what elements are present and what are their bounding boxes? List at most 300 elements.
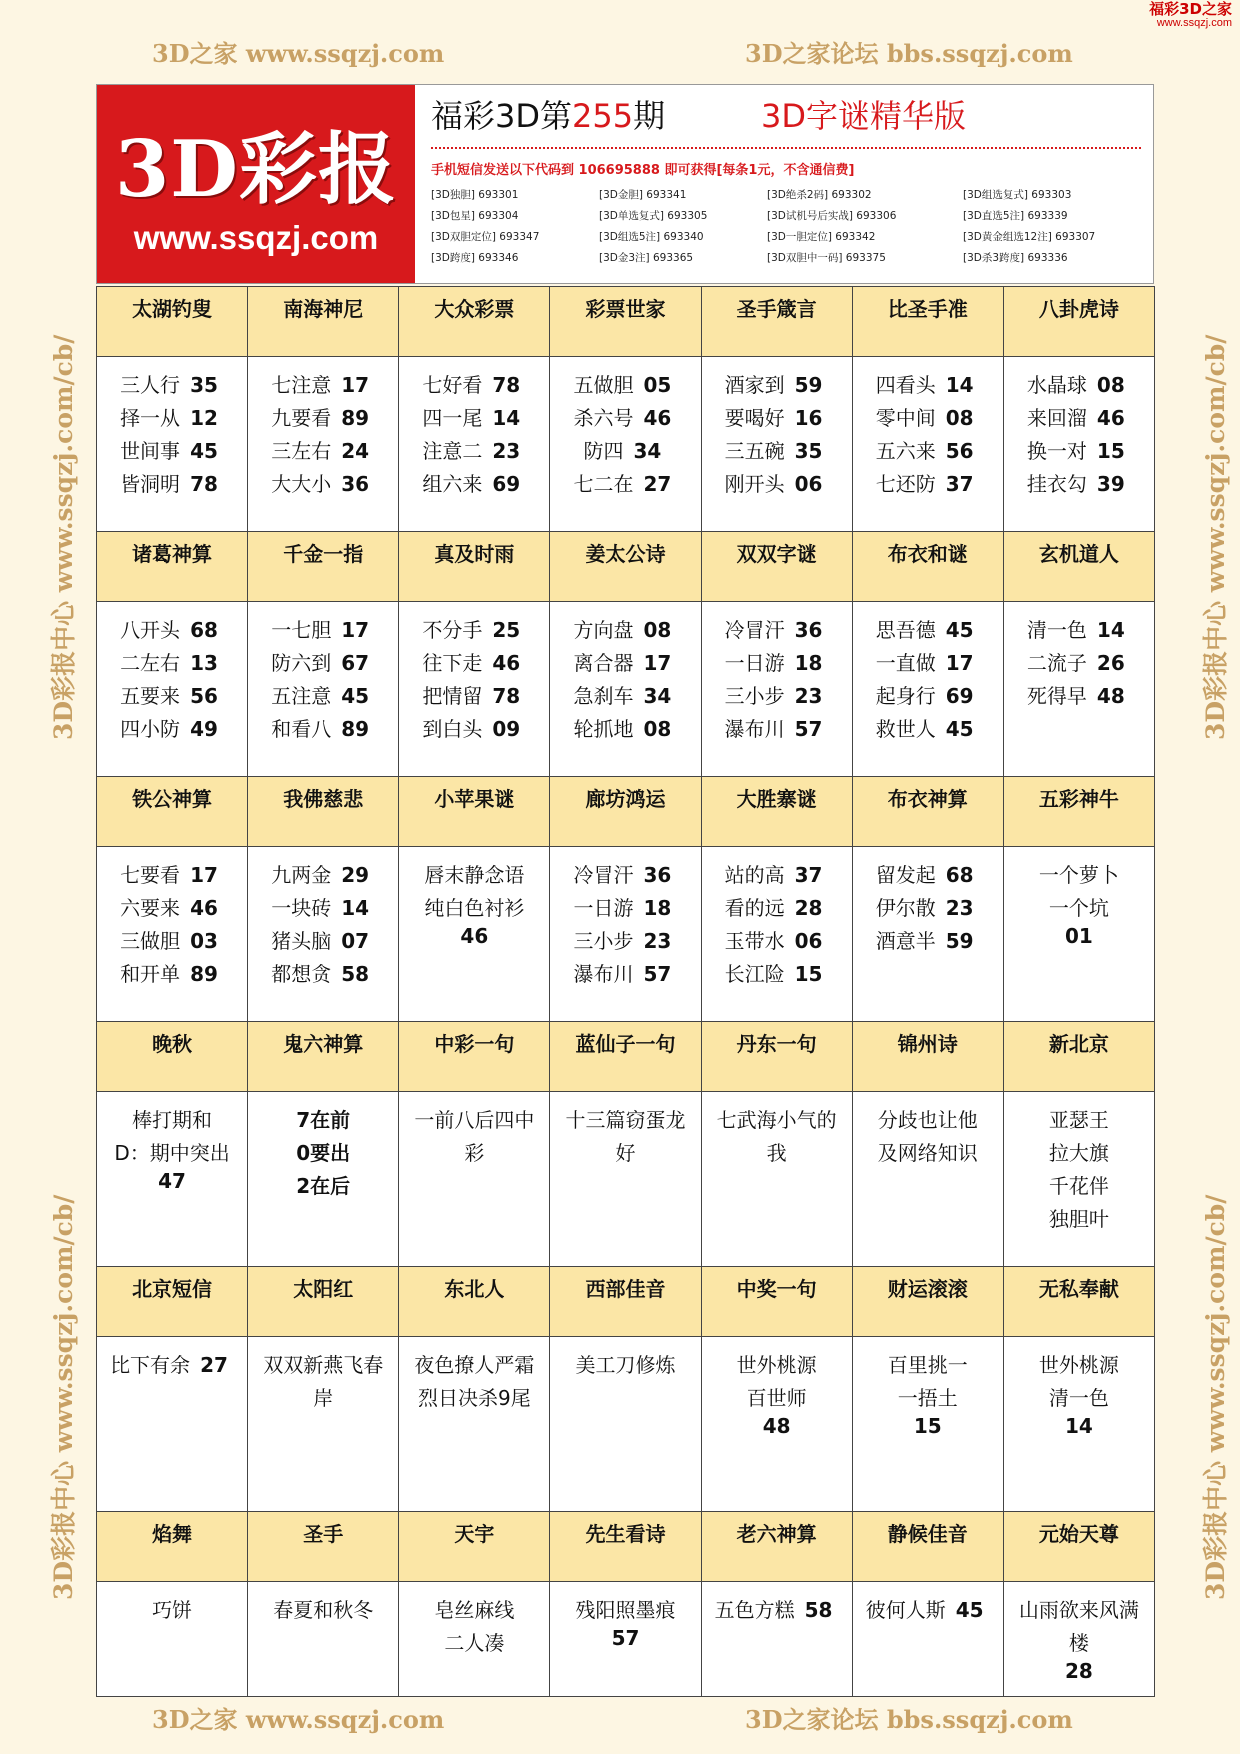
title-line (431, 91, 1141, 135)
riddle-text: 双双新燕飞春 (263, 1353, 384, 1377)
riddle-number: 57 (643, 962, 672, 986)
riddle-phrase: 二流子 (1026, 651, 1087, 675)
riddle-phrase: 杀六号 (573, 406, 634, 430)
riddle-title: 五彩神牛 (1004, 777, 1155, 847)
riddle-phrase: 猪头脑 (271, 929, 332, 953)
sms-code-item: [3D单选复式] 693305 (599, 210, 708, 222)
riddle-line (399, 369, 549, 402)
riddle-line (248, 468, 398, 501)
riddle-text: 一前八后四中 (414, 1108, 535, 1132)
riddle-text: 独胆叶 (1048, 1207, 1109, 1231)
watermark-side-right-2: 3D彩报中心 www.ssqzj.com/cb/ (1201, 1194, 1230, 1600)
riddle-phrase: 防四 (583, 439, 624, 463)
riddle-number: 89 (190, 962, 218, 986)
riddle-number: 45 (945, 618, 974, 642)
riddle-phrase: 水晶球 (1026, 373, 1087, 397)
riddle-number: 07 (341, 929, 370, 953)
riddle-line (853, 925, 1003, 958)
riddle-line (1004, 468, 1154, 501)
riddle-grid (96, 286, 1155, 1697)
riddle-text: 皂丝麻线 (434, 1598, 515, 1622)
riddle-number: 45 (341, 684, 370, 708)
edition-title: 3D字谜精华版 (761, 97, 967, 135)
riddle-line (399, 402, 549, 435)
riddle-title: 无私奉献 (1004, 1267, 1155, 1337)
riddle-number: 89 (341, 406, 370, 430)
riddle-phrase: 冷冒汗 (724, 618, 785, 642)
riddle-text: 清一色 (1048, 1386, 1109, 1410)
riddle-phrase: 五注意 (271, 684, 332, 708)
riddle-phrase: 六要来 (120, 896, 181, 920)
riddle-content (550, 1092, 701, 1267)
riddle-phrase: 酒家到 (724, 373, 785, 397)
riddle-line (853, 680, 1003, 713)
riddle-number: 01 (1064, 924, 1093, 948)
sms-code-item: [3D直选5注] 693339 (963, 210, 1068, 222)
sms-code-item: [3D跨度] 693346 (431, 252, 519, 264)
riddle-line (702, 468, 852, 501)
riddle-content (550, 1582, 701, 1697)
riddle-number: 27 (643, 472, 672, 496)
riddle-phrase: 比下有余 (110, 1353, 191, 1377)
riddle-line (702, 1594, 852, 1627)
riddle-number: 36 (794, 618, 823, 642)
logo-title: 3D彩报 (115, 124, 397, 215)
riddle-line (248, 435, 398, 468)
riddle-title: 老六神算 (702, 1512, 853, 1582)
riddle-number: 69 (945, 684, 974, 708)
riddle-title: 廊坊鸿运 (550, 777, 701, 847)
riddle-title: 诸葛神算 (97, 532, 248, 602)
riddle-number: 14 (492, 406, 521, 430)
sms-code-item: [3D金胆] 693341 (599, 189, 687, 201)
riddle-phrase: 四一尾 (422, 406, 483, 430)
riddle-phrase: 一块砖 (271, 896, 332, 920)
riddle-number: 14 (945, 373, 974, 397)
riddle-phrase: 九要看 (271, 406, 332, 430)
riddle-phrase: 一日游 (573, 896, 634, 920)
riddle-number: 17 (945, 651, 974, 675)
riddle-line (97, 859, 247, 892)
sms-code-item: [3D双胆定位] 693347 (431, 231, 540, 243)
riddle-phrase: 四看头 (875, 373, 936, 397)
riddle-phrase: 五色方糕 (714, 1598, 795, 1622)
riddle-phrase: 七注意 (271, 373, 332, 397)
riddle-number: 34 (643, 684, 672, 708)
riddle-text: 百世师 (746, 1386, 807, 1410)
riddle-line (853, 859, 1003, 892)
riddle-number: 45 (190, 439, 218, 463)
riddle-number: 57 (611, 1626, 640, 1650)
riddle-phrase: 方向盘 (573, 618, 634, 642)
riddle-number: 36 (643, 863, 672, 887)
riddle-number: 35 (190, 373, 218, 397)
riddle-phrase: 世间事 (120, 439, 181, 463)
riddle-number: 08 (643, 717, 672, 741)
riddle-line (97, 892, 247, 925)
riddle-number: 34 (633, 439, 662, 463)
riddle-number: 15 (1096, 439, 1125, 463)
riddle-content (853, 602, 1004, 777)
riddle-text: 2在后 (296, 1174, 351, 1198)
riddle-phrase: 救世人 (875, 717, 936, 741)
riddle-phrase: 思吾德 (875, 618, 936, 642)
riddle-line (550, 402, 700, 435)
riddle-title: 东北人 (399, 1267, 550, 1337)
riddle-title: 比圣手准 (853, 287, 1004, 357)
riddle-line (97, 369, 247, 402)
sms-code-item: [3D组选复式] 693303 (963, 189, 1072, 201)
watermark-side-right-1: 3D彩报中心 www.ssqzj.com/cb/ (1201, 334, 1230, 740)
riddle-text: 十三篇窃蛋龙 (565, 1108, 686, 1132)
riddle-phrase: 伊尔散 (875, 896, 936, 920)
riddle-line (853, 1594, 1003, 1627)
riddle-text: 一个萝卜 (1038, 863, 1119, 887)
riddle-number: 58 (341, 962, 370, 986)
riddle-text: 二人凑 (444, 1631, 505, 1655)
riddle-content (702, 357, 853, 532)
riddle-number: 12 (190, 406, 218, 430)
riddle-line (550, 892, 700, 925)
riddle-text: 岸 (313, 1386, 334, 1410)
sms-code-item: [3D杀3跨度] 693336 (963, 252, 1068, 264)
riddle-phrase: 玉带水 (724, 929, 785, 953)
riddle-content (399, 1092, 550, 1267)
riddle-title: 西部佳音 (550, 1267, 701, 1337)
riddle-content (248, 357, 399, 532)
riddle-number: 15 (794, 962, 823, 986)
riddle-line (853, 892, 1003, 925)
riddle-line (702, 680, 852, 713)
riddle-title: 新北京 (1004, 1022, 1155, 1092)
riddle-phrase: 七要看 (120, 863, 181, 887)
riddle-line (550, 468, 700, 501)
riddle-line (702, 892, 852, 925)
riddle-content (97, 1092, 248, 1267)
riddle-number: 23 (945, 896, 974, 920)
riddle-number: 17 (341, 373, 370, 397)
riddle-number: 23 (492, 439, 521, 463)
riddle-content (248, 1582, 399, 1697)
riddle-line (702, 402, 852, 435)
riddle-text: 及网络知识 (877, 1141, 978, 1165)
riddle-phrase: 挂衣勾 (1026, 472, 1087, 496)
riddle-content (550, 357, 701, 532)
riddle-line (97, 925, 247, 958)
masthead (96, 84, 1154, 284)
riddle-line (97, 680, 247, 713)
riddle-content (97, 357, 248, 532)
riddle-content (853, 1582, 1004, 1697)
riddle-line (97, 468, 247, 501)
riddle-number: 08 (1096, 373, 1125, 397)
watermark-top-left: 3D之家 www.ssqzj.com (152, 39, 445, 68)
riddle-number: 78 (492, 684, 521, 708)
riddle-line (399, 435, 549, 468)
riddle-number: 39 (1096, 472, 1125, 496)
riddle-phrase: 换一对 (1026, 439, 1087, 463)
riddle-line (702, 925, 852, 958)
riddle-line (702, 369, 852, 402)
riddle-line (550, 647, 700, 680)
riddle-content (248, 1337, 399, 1512)
riddle-phrase: 七还防 (875, 472, 936, 496)
riddle-line (853, 468, 1003, 501)
riddle-line (248, 647, 398, 680)
riddle-number: 06 (794, 472, 823, 496)
riddle-number: 46 (190, 896, 218, 920)
riddle-content (702, 847, 853, 1022)
riddle-phrase: 瀑布川 (573, 962, 634, 986)
watermark-side-left-1: 3D彩报中心 www.ssqzj.com/cb/ (49, 334, 78, 740)
watermark-side-left-2: 3D彩报中心 www.ssqzj.com/cb/ (49, 1194, 78, 1600)
riddle-number: 28 (794, 896, 823, 920)
riddle-phrase: 五做胆 (573, 373, 634, 397)
riddle-content (399, 602, 550, 777)
riddle-number: 45 (945, 717, 974, 741)
riddle-number: 47 (158, 1169, 186, 1193)
riddle-number: 59 (794, 373, 823, 397)
riddle-number: 68 (945, 863, 974, 887)
riddle-number: 03 (190, 929, 218, 953)
riddle-number: 36 (341, 472, 370, 496)
riddle-phrase: 组六来 (422, 472, 483, 496)
riddle-line (702, 713, 852, 746)
riddle-title: 静候佳音 (853, 1512, 1004, 1582)
riddle-content (702, 1337, 853, 1512)
riddle-line (97, 958, 247, 991)
riddle-number: 05 (643, 373, 672, 397)
riddle-phrase: 酒意半 (875, 929, 936, 953)
riddle-number: 46 (460, 924, 489, 948)
riddle-content (1004, 847, 1155, 1022)
sms-code-item: [3D绝杀2码] 693302 (767, 189, 872, 201)
riddle-number: 46 (492, 651, 521, 675)
riddle-line (853, 369, 1003, 402)
riddle-title: 焰舞 (97, 1512, 248, 1582)
riddle-line (550, 435, 700, 468)
riddle-phrase: 要喝好 (724, 406, 785, 430)
riddle-number: 18 (643, 896, 672, 920)
riddle-phrase: 四小防 (120, 717, 181, 741)
sms-code-item: [3D黄金组选12注] 693307 (963, 231, 1096, 243)
riddle-title: 小苹果谜 (399, 777, 550, 847)
riddle-content (550, 1337, 701, 1512)
riddle-phrase: 和看八 (271, 717, 332, 741)
riddle-title: 姜太公诗 (550, 532, 701, 602)
riddle-text: 0要出 (296, 1141, 351, 1165)
riddle-number: 78 (492, 373, 521, 397)
sms-note: 手机短信发送以下代码到 106695888 即可获得[每条1元，不含通信费] (431, 163, 855, 178)
riddle-number: 57 (794, 717, 823, 741)
riddle-phrase: 择一从 (120, 406, 181, 430)
watermark-bottom-right: 3D之家论坛 bbs.ssqzj.com (745, 1705, 1073, 1734)
riddle-phrase: 死得早 (1026, 684, 1087, 708)
riddle-line (853, 647, 1003, 680)
riddle-title: 太湖钓叟 (97, 287, 248, 357)
riddle-line (399, 647, 549, 680)
riddle-text: 分歧也让他 (877, 1108, 978, 1132)
riddle-line (702, 647, 852, 680)
riddle-number: 17 (341, 618, 370, 642)
riddle-text: 7在前 (296, 1108, 351, 1132)
riddle-phrase: 起身行 (875, 684, 936, 708)
issue-number: 255 (572, 97, 634, 135)
riddle-phrase: 彼何人斯 (865, 1598, 946, 1622)
riddle-line (248, 892, 398, 925)
riddle-content (248, 602, 399, 777)
riddle-content (1004, 602, 1155, 777)
sms-code-item: [3D一胆定位] 693342 (767, 231, 876, 243)
riddle-number: 17 (190, 863, 218, 887)
riddle-title: 中彩一句 (399, 1022, 550, 1092)
riddle-line (702, 958, 852, 991)
sms-code-item: [3D独胆] 693301 (431, 189, 519, 201)
riddle-line (399, 468, 549, 501)
riddle-title: 北京短信 (97, 1267, 248, 1337)
corner-logo-text: 福彩3D之家 (1149, 0, 1232, 18)
riddle-number: 08 (643, 618, 672, 642)
riddle-text: 一个坑 (1048, 896, 1109, 920)
riddle-phrase: 五六来 (875, 439, 936, 463)
riddle-title: 南海神尼 (248, 287, 399, 357)
riddle-phrase: 零中间 (875, 406, 936, 430)
riddle-title: 先生看诗 (550, 1512, 701, 1582)
riddle-number: 27 (200, 1353, 228, 1377)
riddle-title: 我佛慈悲 (248, 777, 399, 847)
riddle-content (550, 602, 701, 777)
riddle-line (97, 647, 247, 680)
riddle-line (550, 680, 700, 713)
riddle-content (399, 357, 550, 532)
riddle-number: 46 (1096, 406, 1125, 430)
riddle-line (248, 713, 398, 746)
riddle-content (1004, 1092, 1155, 1267)
riddle-number: 23 (643, 929, 672, 953)
riddle-title: 玄机道人 (1004, 532, 1155, 602)
riddle-content (97, 847, 248, 1022)
riddle-number: 56 (190, 684, 218, 708)
riddle-line (853, 435, 1003, 468)
riddle-line (97, 402, 247, 435)
riddle-number: 18 (794, 651, 823, 675)
riddle-text: 百里挑一 (887, 1353, 968, 1377)
riddle-text: 一捂土 (897, 1386, 958, 1410)
riddle-phrase: 三做胆 (120, 929, 181, 953)
riddle-text: 烈日决杀9尾 (417, 1386, 531, 1410)
riddle-phrase: 一日游 (724, 651, 785, 675)
riddle-line (702, 859, 852, 892)
riddle-phrase: 站的高 (724, 863, 785, 887)
riddle-number: 08 (945, 406, 974, 430)
riddle-line (248, 614, 398, 647)
riddle-title: 丹东一句 (702, 1022, 853, 1092)
riddle-text: D：期中突出 (114, 1141, 230, 1165)
riddle-number: 89 (341, 717, 370, 741)
riddle-number: 24 (341, 439, 370, 463)
riddle-phrase: 三左右 (271, 439, 332, 463)
riddle-number: 59 (945, 929, 974, 953)
riddle-title: 双双字谜 (702, 532, 853, 602)
riddle-phrase: 清一色 (1026, 618, 1087, 642)
riddle-content (853, 1092, 1004, 1267)
riddle-line (1004, 680, 1154, 713)
riddle-line (1004, 402, 1154, 435)
riddle-content (853, 847, 1004, 1022)
dotted-divider (431, 147, 1141, 149)
riddle-phrase: 看的远 (724, 896, 785, 920)
riddle-text: 彩 (464, 1141, 485, 1165)
riddle-number: 67 (341, 651, 370, 675)
riddle-phrase: 五要来 (120, 684, 181, 708)
riddle-number: 48 (1096, 684, 1125, 708)
riddle-content (399, 847, 550, 1022)
riddle-line (399, 680, 549, 713)
riddle-phrase: 刚开头 (724, 472, 785, 496)
riddle-number: 68 (190, 618, 218, 642)
riddle-title: 太阳红 (248, 1267, 399, 1337)
riddle-line (550, 369, 700, 402)
watermark-top-right: 3D之家论坛 bbs.ssqzj.com (745, 39, 1073, 68)
riddle-number: 16 (794, 406, 823, 430)
riddle-text: 我 (766, 1141, 787, 1165)
issue-prefix: 福彩3D第 (431, 97, 573, 135)
issue-suffix: 期 (633, 97, 666, 135)
corner-logo (1149, 2, 1232, 29)
riddle-line (248, 958, 398, 991)
issue-title (431, 91, 665, 137)
riddle-phrase: 七二在 (573, 472, 634, 496)
riddle-phrase: 八开头 (120, 618, 181, 642)
riddle-phrase: 把情留 (422, 684, 483, 708)
riddle-text: 残阳照墨痕 (575, 1598, 676, 1622)
riddle-title: 圣手 (248, 1512, 399, 1582)
masthead-info (431, 85, 1141, 283)
riddle-title: 中奖一句 (702, 1267, 853, 1337)
riddle-text: 好 (615, 1141, 636, 1165)
riddle-content (702, 602, 853, 777)
riddle-line (1004, 647, 1154, 680)
riddle-line (248, 925, 398, 958)
riddle-number: 49 (190, 717, 218, 741)
riddle-phrase: 到白头 (422, 717, 483, 741)
riddle-line (550, 614, 700, 647)
logo-block (97, 85, 415, 283)
riddle-content (97, 602, 248, 777)
riddle-text: 美工刀修炼 (575, 1353, 676, 1377)
riddle-text: 春夏和秋冬 (273, 1598, 374, 1622)
riddle-phrase: 一七胆 (271, 618, 332, 642)
riddle-phrase: 七好看 (422, 373, 483, 397)
riddle-line (702, 614, 852, 647)
riddle-title: 八卦虎诗 (1004, 287, 1155, 357)
riddle-phrase: 皆洞明 (120, 472, 181, 496)
riddle-number: 23 (794, 684, 823, 708)
riddle-text: 唇末静念语 (424, 863, 525, 887)
riddle-line (97, 614, 247, 647)
riddle-number: 14 (341, 896, 370, 920)
riddle-title: 大胜寨谜 (702, 777, 853, 847)
riddle-phrase: 注意二 (422, 439, 483, 463)
riddle-title: 千金一指 (248, 532, 399, 602)
riddle-title: 彩票世家 (550, 287, 701, 357)
riddle-phrase: 不分手 (422, 618, 483, 642)
riddle-content (550, 847, 701, 1022)
riddle-number: 09 (492, 717, 521, 741)
riddle-text: 夜色撩人严霜 (414, 1353, 535, 1377)
riddle-text: 巧饼 (152, 1598, 193, 1622)
riddle-number: 13 (190, 651, 218, 675)
